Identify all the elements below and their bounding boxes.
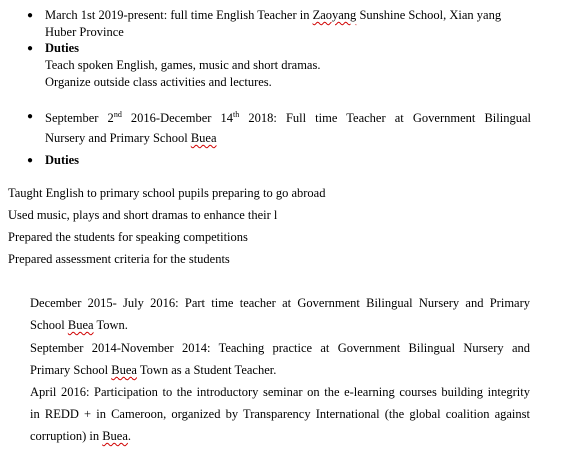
entry2-bullet-row <box>27 108 531 128</box>
exp3-line3 <box>30 425 530 447</box>
exp1-line2-c: Town. <box>93 318 128 332</box>
entry2-date-line <box>45 108 531 128</box>
entry1-duties-row <box>27 40 79 57</box>
exp2-line2 <box>30 359 530 381</box>
exp1-line2-a: School <box>30 318 68 332</box>
bullet-icon: ● <box>27 155 34 166</box>
exp3-line3-a: corruption) in <box>30 429 103 443</box>
exp2-line1: September 2014-November 2014: Teaching practice at Government Bilingual Nursery and <box>30 341 530 355</box>
exp2-line2-buea: Buea <box>111 363 137 377</box>
entry2-sup2: th <box>233 109 240 119</box>
entry1-duty1: Teach spoken English, games, music and short dramas. <box>45 58 321 72</box>
exp3-line2: in REDD + in Cameroon, organized by Transparency International (the global coalition against <box>30 407 530 421</box>
entry1-line2: Huber Province <box>45 25 124 39</box>
exp2-line2-c: Town as a Student Teacher. <box>136 363 277 377</box>
entry2-line1-rest: 2018: Full time Teacher at Government Bilingual <box>239 111 531 125</box>
entry2-duties-label: Duties <box>45 153 80 167</box>
exp1-line2 <box>30 314 530 336</box>
duty-item: Taught English to primary school pupils preparing to go abroad <box>8 186 326 200</box>
bullet-icon: ● <box>27 43 34 54</box>
entry1-date-line <box>45 7 501 24</box>
entry2-line2 <box>45 130 217 147</box>
duty-item: Prepared the students for speaking competitions <box>8 230 248 244</box>
entry2-line2-buea: Buea <box>190 131 217 145</box>
entry2-sup1: nd <box>113 109 122 119</box>
bullet-icon: ● <box>27 10 34 21</box>
entry1-duty2: Organize outside class activities and lectures. <box>45 75 272 89</box>
entry1-school-misspelled: Zaoyang <box>312 8 357 22</box>
entry1-school-rest: Sunshine School, Xian yang <box>356 8 502 22</box>
duty-item: Prepared assessment criteria for the students <box>8 252 230 266</box>
entry1-bullet-row <box>27 7 501 24</box>
entry2-date-start: September 2 <box>45 111 114 125</box>
entry1-date: March 1st 2019-present: full time English Teacher in <box>45 8 313 22</box>
duty-item: Used music, plays and short dramas to enhance their l <box>8 208 278 222</box>
exp3-line1: April 2016: Participation to the introductory seminar on the e-learning courses building integrity <box>30 385 530 399</box>
entry2-line2-a: Nursery and Primary School <box>45 131 191 145</box>
entry2-duties-row <box>27 152 79 169</box>
bullet-icon: ● <box>27 111 34 122</box>
exp1-line1: December 2015- July 2016: Part time teacher at Government Bilingual Nursery and Primary <box>30 296 530 310</box>
exp3-line3-buea: Buea <box>102 429 128 443</box>
entry1-duties-label: Duties <box>45 41 80 55</box>
exp1-line2-buea: Buea <box>67 318 94 332</box>
entry2-date-mid: 2016-December 14 <box>121 111 234 125</box>
exp3-line3-c: . <box>127 429 132 443</box>
exp2-line2-a: Primary School <box>30 363 112 377</box>
